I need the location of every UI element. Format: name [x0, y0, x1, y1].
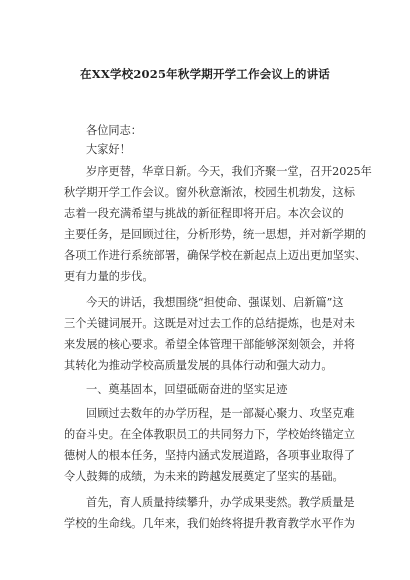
- salutation-line: 各位同志：: [86, 124, 142, 137]
- paragraph-line: 岁序更替，华章日新。今天，我们齐聚一堂，召开2025年: [86, 165, 372, 178]
- paragraph-line: 秋学期开学工作会议。窗外秋意渐浓，校园生机勃发，这标: [64, 186, 355, 199]
- paragraph-line: 令人鼓舞的成绩，为未来的跨越发展奠定了坚实的基础。: [64, 470, 344, 483]
- paragraph-line: 首先，育人质量持续攀升，办学成果斐然。教学质量是: [86, 496, 355, 509]
- paragraph-line: 学校的生命线。几年来，我们始终将提升教育教学水平作为: [64, 517, 355, 530]
- document-title: 在XX学校2025年秋学期开学工作会议上的讲话: [80, 67, 330, 81]
- paragraph-line: 主要任务，是回顾过往，分析形势，统一思想，并对新学期的: [64, 228, 367, 241]
- paragraph-line: 更有力量的步伐。: [64, 270, 154, 283]
- greeting-line: 大家好！: [86, 143, 131, 156]
- paragraph-line: 其转化为推动学校高质量发展的具体行动和强大动力。: [64, 359, 333, 372]
- paragraph-line: 来发展的核心要求。希望全体管理干部能够深刻领会，并将: [64, 338, 355, 351]
- paragraph-line: 三个关键词展开。这既是对过去工作的总结提炼，也是对未: [64, 317, 355, 330]
- paragraph-line: 志着一段充满希望与挑战的新征程即将开启。本次会议的: [64, 207, 344, 220]
- paragraph-line: 回顾过去数年的办学历程，是一部凝心聚力、攻坚克难: [86, 407, 355, 420]
- paragraph-line: 的奋斗史。在全体教职员工的共同努力下，学校始终锚定立: [64, 428, 355, 441]
- paragraph-line: 德树人的根本任务，坚持内涵式发展道路，各项事业取得了: [64, 449, 355, 462]
- paragraph-line: 今天的讲话，我想围绕“担使命、强谋划、启新篇”这: [86, 296, 344, 309]
- section-heading: 一、奠基固本，回望砥砺奋进的坚实足迹: [86, 383, 288, 396]
- paragraph-line: 各项工作进行系统部署，确保学校在新起点上迈出更加坚实、: [64, 249, 367, 262]
